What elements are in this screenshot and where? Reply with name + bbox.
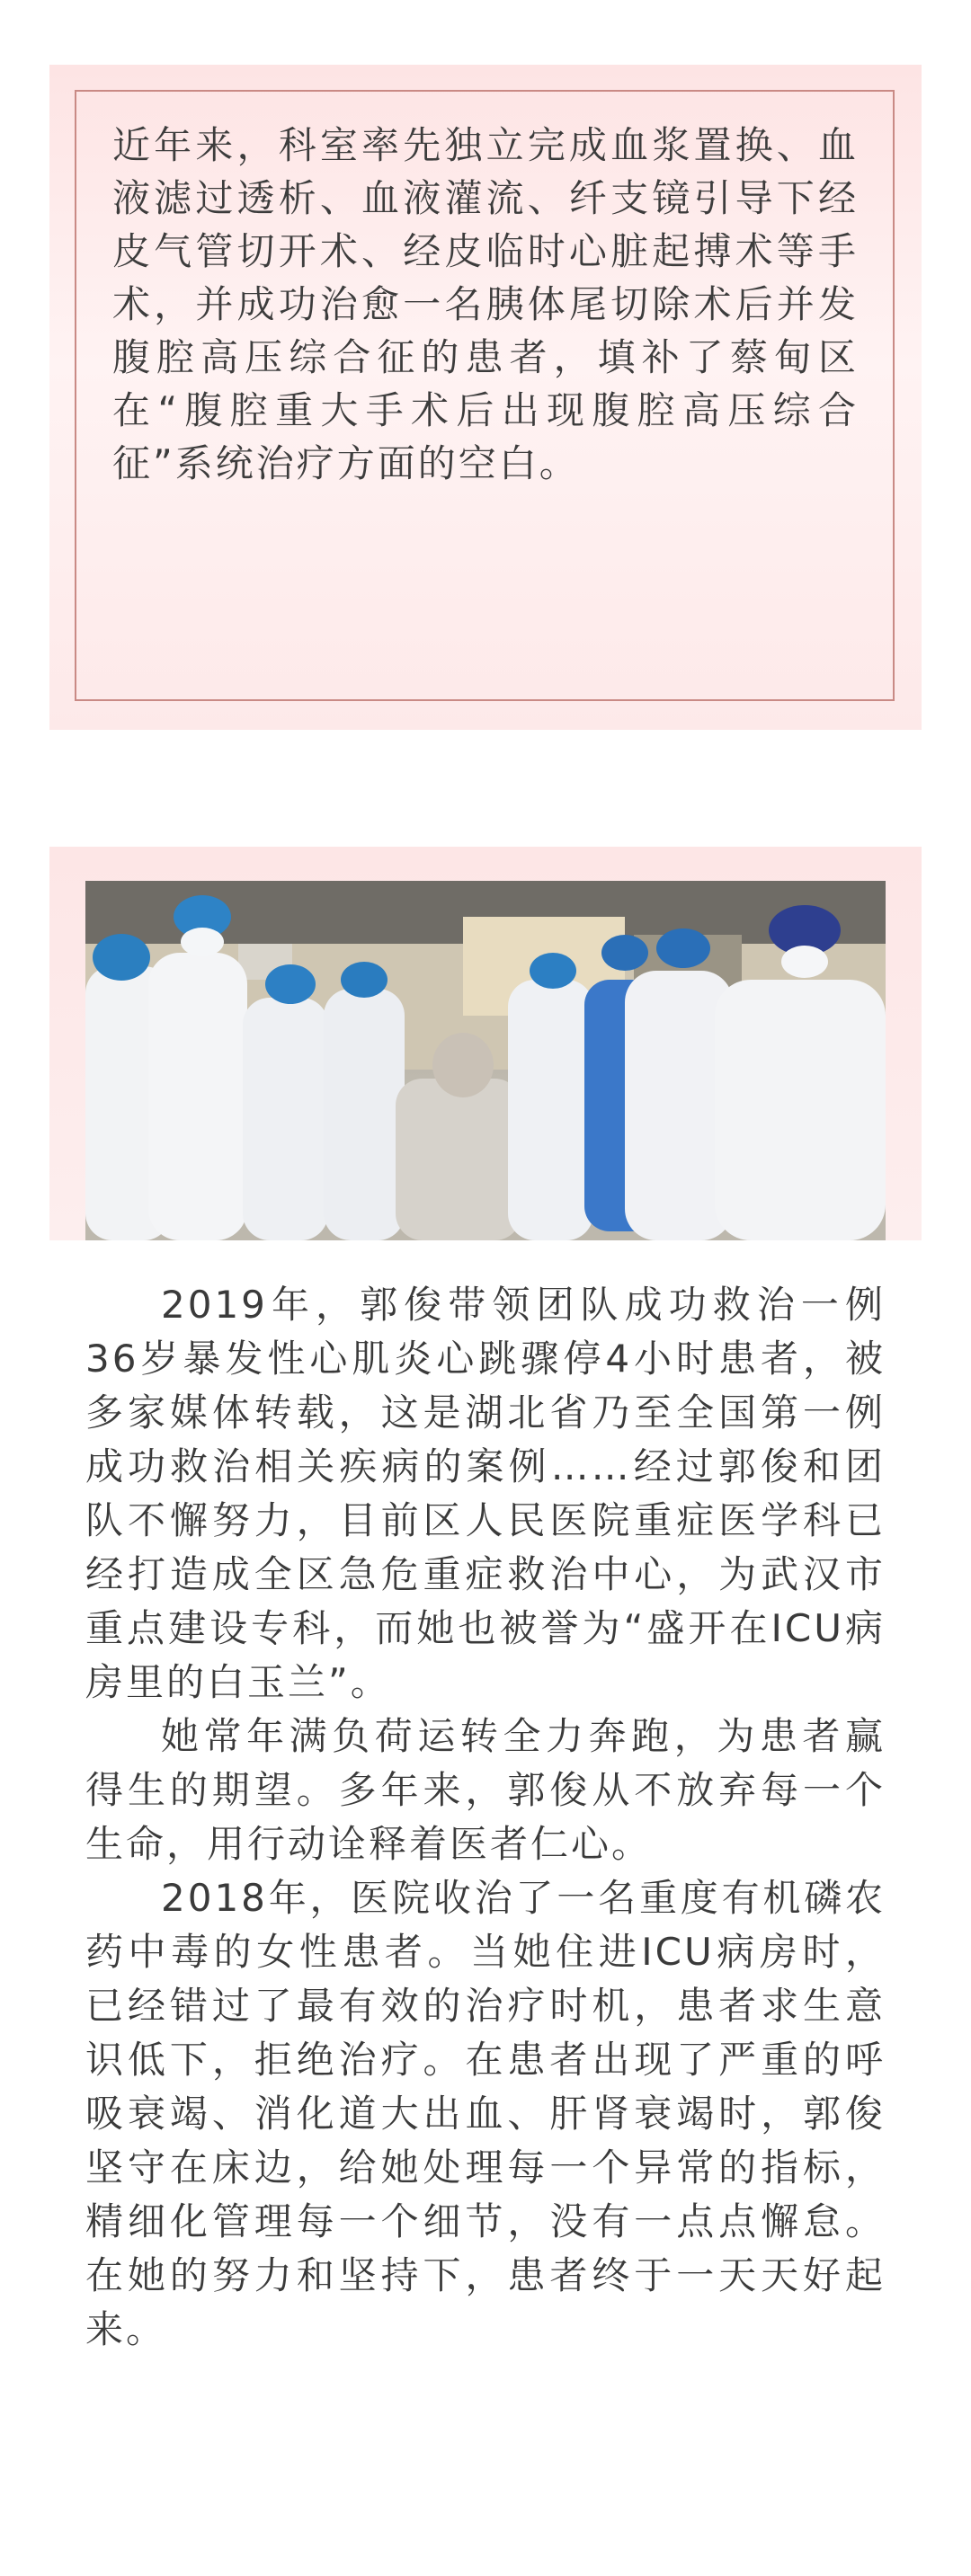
article-body (85, 1278, 886, 2357)
article-paragraph-3: 2018年，医院收治了一名重度有机磷农药中毒的女性患者。当她住进ICU病房时，已经错过了最有效的治疗时机，患者求生意识低下，拒绝治疗。在患者出现了严重的呼吸衰竭、消化道大出血、肝肾衰竭时，郭俊坚守在床边，给她处理每一个异常的指标，精细化管理每一个细节，没有一点点懈怠。在她的努力和坚持下，患者终于一天天好起来。 (85, 1876, 886, 2351)
article-paragraph-1: 2019年，郭俊带领团队成功救治一例36岁暴发性心肌炎心跳骤停4小时患者，被多家媒体转载，这是湖北省乃至全国第一例成功救治相关疾病的案例……经过郭俊和团队不懈努力，目前区人民医院重症医学科已经打造成全区急危重症救治中心，为武汉市重点建设专科，而她也被誉为“盛开在ICU病房里的白玉兰”。 (85, 1283, 886, 1704)
medical-team-photo (85, 881, 886, 1240)
intro-paragraph: 近年来，科室率先独立完成血浆置换、血液滤过透析、血液灌流、纤支镜引导下经皮气管切开术、经皮临时心脏起搏术等手术，并成功治愈一名胰体尾切除术后并发腹腔高压综合征的患者，填补了蔡甸区在“腹腔重大手术后出现腹腔高压综合征”系统治疗方面的空白。 (112, 123, 859, 485)
photo-illustration (85, 881, 886, 1240)
article-paragraph-2: 她常年满负荷运转全力奔跑，为患者赢得生的期望。多年来，郭俊从不放弃每一个生命，用行动诠释着医者仁心。 (85, 1714, 886, 1866)
